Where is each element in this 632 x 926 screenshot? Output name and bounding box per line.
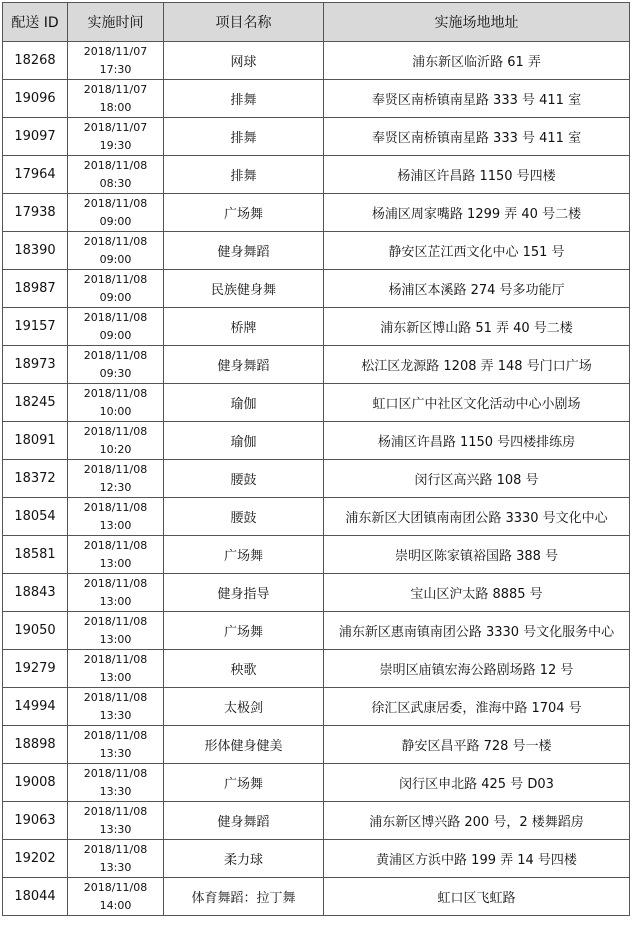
cell-date-text: 2018/11/08	[83, 804, 148, 818]
cell-clock-text: 08:30	[99, 176, 132, 190]
cell-address: 奉贤区南桥镇南星路 333 号 411 室	[324, 118, 630, 156]
table-row	[3, 498, 630, 536]
cell-date-text: 2018/11/08	[83, 652, 148, 666]
cell-project: 广场舞	[164, 764, 324, 802]
cell-date-text: 2018/11/08	[83, 310, 148, 324]
cell-address: 宝山区沪太路 8885 号	[324, 574, 630, 612]
cell-project: 健身舞蹈	[164, 346, 324, 384]
cell-time	[68, 574, 164, 612]
table-row	[3, 384, 630, 422]
cell-address: 静安区昌平路 728 号一楼	[324, 726, 630, 764]
cell-date-text: 2018/11/08	[83, 880, 148, 894]
cell-clock-text: 09:00	[99, 214, 132, 228]
cell-address: 奉贤区南桥镇南星路 333 号 411 室	[324, 80, 630, 118]
header-id: 配送 ID	[3, 3, 68, 42]
cell-id: 19050	[3, 612, 68, 650]
cell-clock-text: 09:00	[99, 328, 132, 342]
cell-date-text: 2018/11/08	[83, 234, 148, 248]
cell-clock-text: 14:00	[99, 898, 132, 912]
cell-time	[68, 650, 164, 688]
cell-id: 19008	[3, 764, 68, 802]
cell-address: 闵行区申北路 425 号 D03	[324, 764, 630, 802]
cell-id: 19063	[3, 802, 68, 840]
cell-id: 18581	[3, 536, 68, 574]
cell-id: 18091	[3, 422, 68, 460]
cell-id: 19097	[3, 118, 68, 156]
cell-date-text: 2018/11/08	[83, 272, 148, 286]
cell-project: 体育舞蹈：拉丁舞	[164, 878, 324, 916]
table-row	[3, 688, 630, 726]
cell-address: 崇明区庙镇宏海公路剧场路 12 号	[324, 650, 630, 688]
cell-date-text: 2018/11/08	[83, 424, 148, 438]
cell-date-text: 2018/11/08	[83, 386, 148, 400]
header-time: 实施时间	[68, 3, 164, 42]
cell-address: 杨浦区许昌路 1150 号四楼	[324, 156, 630, 194]
cell-clock-text: 13:00	[99, 594, 132, 608]
table-row	[3, 270, 630, 308]
cell-time	[68, 498, 164, 536]
cell-time	[68, 688, 164, 726]
cell-project: 瑜伽	[164, 422, 324, 460]
cell-project: 排舞	[164, 156, 324, 194]
table-row	[3, 194, 630, 232]
header-project: 项目名称	[164, 3, 324, 42]
cell-clock-text: 09:00	[99, 252, 132, 266]
cell-date-text: 2018/11/08	[83, 614, 148, 628]
cell-id: 18843	[3, 574, 68, 612]
cell-project: 健身舞蹈	[164, 232, 324, 270]
cell-id: 14994	[3, 688, 68, 726]
cell-date-text: 2018/11/08	[83, 576, 148, 590]
table-row	[3, 346, 630, 384]
cell-id: 17938	[3, 194, 68, 232]
cell-clock-text: 13:00	[99, 518, 132, 532]
cell-project: 腰鼓	[164, 498, 324, 536]
cell-clock-text: 13:00	[99, 670, 132, 684]
cell-id: 18987	[3, 270, 68, 308]
cell-time	[68, 346, 164, 384]
cell-id: 18372	[3, 460, 68, 498]
cell-project: 秧歌	[164, 650, 324, 688]
cell-address: 浦东新区大团镇南南团公路 3330 号文化中心	[324, 498, 630, 536]
table-header	[3, 3, 630, 42]
cell-date-text: 2018/11/08	[83, 538, 148, 552]
cell-id: 18898	[3, 726, 68, 764]
cell-project: 瑜伽	[164, 384, 324, 422]
cell-clock-text: 13:30	[99, 822, 132, 836]
cell-date-text: 2018/11/08	[83, 842, 148, 856]
cell-time	[68, 384, 164, 422]
cell-id: 19096	[3, 80, 68, 118]
cell-address: 杨浦区许昌路 1150 号四楼排练房	[324, 422, 630, 460]
cell-address: 虹口区飞虹路	[324, 878, 630, 916]
cell-id: 18973	[3, 346, 68, 384]
cell-address: 松江区龙源路 1208 弄 148 号门口广场	[324, 346, 630, 384]
cell-id: 18054	[3, 498, 68, 536]
cell-time	[68, 802, 164, 840]
cell-address: 静安区芷江西文化中心 151 号	[324, 232, 630, 270]
table-row	[3, 308, 630, 346]
header-row	[3, 3, 630, 42]
table-row	[3, 764, 630, 802]
table-row	[3, 460, 630, 498]
table-row	[3, 612, 630, 650]
cell-clock-text: 19:30	[99, 138, 132, 152]
cell-date-text: 2018/11/07	[83, 120, 148, 134]
cell-time	[68, 422, 164, 460]
cell-address: 徐汇区武康居委，淮海中路 1704 号	[324, 688, 630, 726]
cell-address: 浦东新区博山路 51 弄 40 号二楼	[324, 308, 630, 346]
cell-address: 浦东新区博兴路 200 号，2 楼舞蹈房	[324, 802, 630, 840]
cell-project: 太极剑	[164, 688, 324, 726]
cell-project: 排舞	[164, 80, 324, 118]
cell-address: 杨浦区周家嘴路 1299 弄 40 号二楼	[324, 194, 630, 232]
table-row	[3, 726, 630, 764]
schedule-table	[2, 2, 630, 916]
cell-clock-text: 13:30	[99, 708, 132, 722]
cell-clock-text: 09:00	[99, 290, 132, 304]
cell-time	[68, 156, 164, 194]
table-row	[3, 156, 630, 194]
cell-date-text: 2018/11/08	[83, 158, 148, 172]
cell-clock-text: 13:00	[99, 632, 132, 646]
cell-date-text: 2018/11/08	[83, 766, 148, 780]
cell-project: 网球	[164, 42, 324, 80]
cell-project: 形体健身健美	[164, 726, 324, 764]
cell-time	[68, 80, 164, 118]
table-row	[3, 80, 630, 118]
cell-id: 19157	[3, 308, 68, 346]
cell-address: 闵行区高兴路 108 号	[324, 460, 630, 498]
cell-project: 健身舞蹈	[164, 802, 324, 840]
table-row	[3, 118, 630, 156]
cell-time	[68, 194, 164, 232]
cell-id: 18268	[3, 42, 68, 80]
cell-time	[68, 840, 164, 878]
cell-time	[68, 270, 164, 308]
cell-clock-text: 13:30	[99, 746, 132, 760]
cell-address: 杨浦区本溪路 274 号多功能厅	[324, 270, 630, 308]
cell-id: 18245	[3, 384, 68, 422]
cell-address: 黄浦区方浜中路 199 弄 14 号四楼	[324, 840, 630, 878]
cell-date-text: 2018/11/08	[83, 500, 148, 514]
cell-date-text: 2018/11/08	[83, 196, 148, 210]
cell-time	[68, 308, 164, 346]
cell-time	[68, 232, 164, 270]
cell-time	[68, 460, 164, 498]
cell-time	[68, 878, 164, 916]
cell-time	[68, 764, 164, 802]
table-row	[3, 232, 630, 270]
table-row	[3, 802, 630, 840]
cell-time	[68, 612, 164, 650]
cell-clock-text: 10:00	[99, 404, 132, 418]
cell-project: 广场舞	[164, 612, 324, 650]
cell-clock-text: 13:30	[99, 860, 132, 874]
cell-id: 18044	[3, 878, 68, 916]
cell-project: 桥牌	[164, 308, 324, 346]
cell-project: 腰鼓	[164, 460, 324, 498]
cell-address: 浦东新区临沂路 61 弄	[324, 42, 630, 80]
cell-time	[68, 118, 164, 156]
cell-id: 19202	[3, 840, 68, 878]
cell-id: 18390	[3, 232, 68, 270]
cell-clock-text: 13:30	[99, 784, 132, 798]
table-row	[3, 878, 630, 916]
cell-date-text: 2018/11/08	[83, 690, 148, 704]
cell-id: 17964	[3, 156, 68, 194]
cell-clock-text: 18:00	[99, 100, 132, 114]
cell-clock-text: 09:30	[99, 366, 132, 380]
cell-project: 民族健身舞	[164, 270, 324, 308]
cell-clock-text: 12:30	[99, 480, 132, 494]
header-address: 实施场地地址	[324, 3, 630, 42]
cell-project: 排舞	[164, 118, 324, 156]
cell-address: 浦东新区惠南镇南团公路 3330 号文化服务中心	[324, 612, 630, 650]
table-row	[3, 42, 630, 80]
cell-clock-text: 17:30	[99, 62, 132, 76]
cell-project: 健身指导	[164, 574, 324, 612]
cell-project: 柔力球	[164, 840, 324, 878]
table-body	[3, 42, 630, 916]
table-row	[3, 650, 630, 688]
cell-id: 19279	[3, 650, 68, 688]
table-row	[3, 840, 630, 878]
cell-time	[68, 726, 164, 764]
cell-project: 广场舞	[164, 194, 324, 232]
table-row	[3, 536, 630, 574]
cell-time	[68, 42, 164, 80]
cell-date-text: 2018/11/07	[83, 82, 148, 96]
cell-date-text: 2018/11/08	[83, 728, 148, 742]
cell-clock-text: 10:20	[99, 442, 132, 456]
cell-project: 广场舞	[164, 536, 324, 574]
cell-date-text: 2018/11/07	[83, 44, 148, 58]
cell-address: 虹口区广中社区文化活动中心小剧场	[324, 384, 630, 422]
cell-date-text: 2018/11/08	[83, 348, 148, 362]
cell-time	[68, 536, 164, 574]
table-row	[3, 574, 630, 612]
cell-date-text: 2018/11/08	[83, 462, 148, 476]
cell-address: 崇明区陈家镇裕国路 388 号	[324, 536, 630, 574]
table-row	[3, 422, 630, 460]
cell-clock-text: 13:00	[99, 556, 132, 570]
